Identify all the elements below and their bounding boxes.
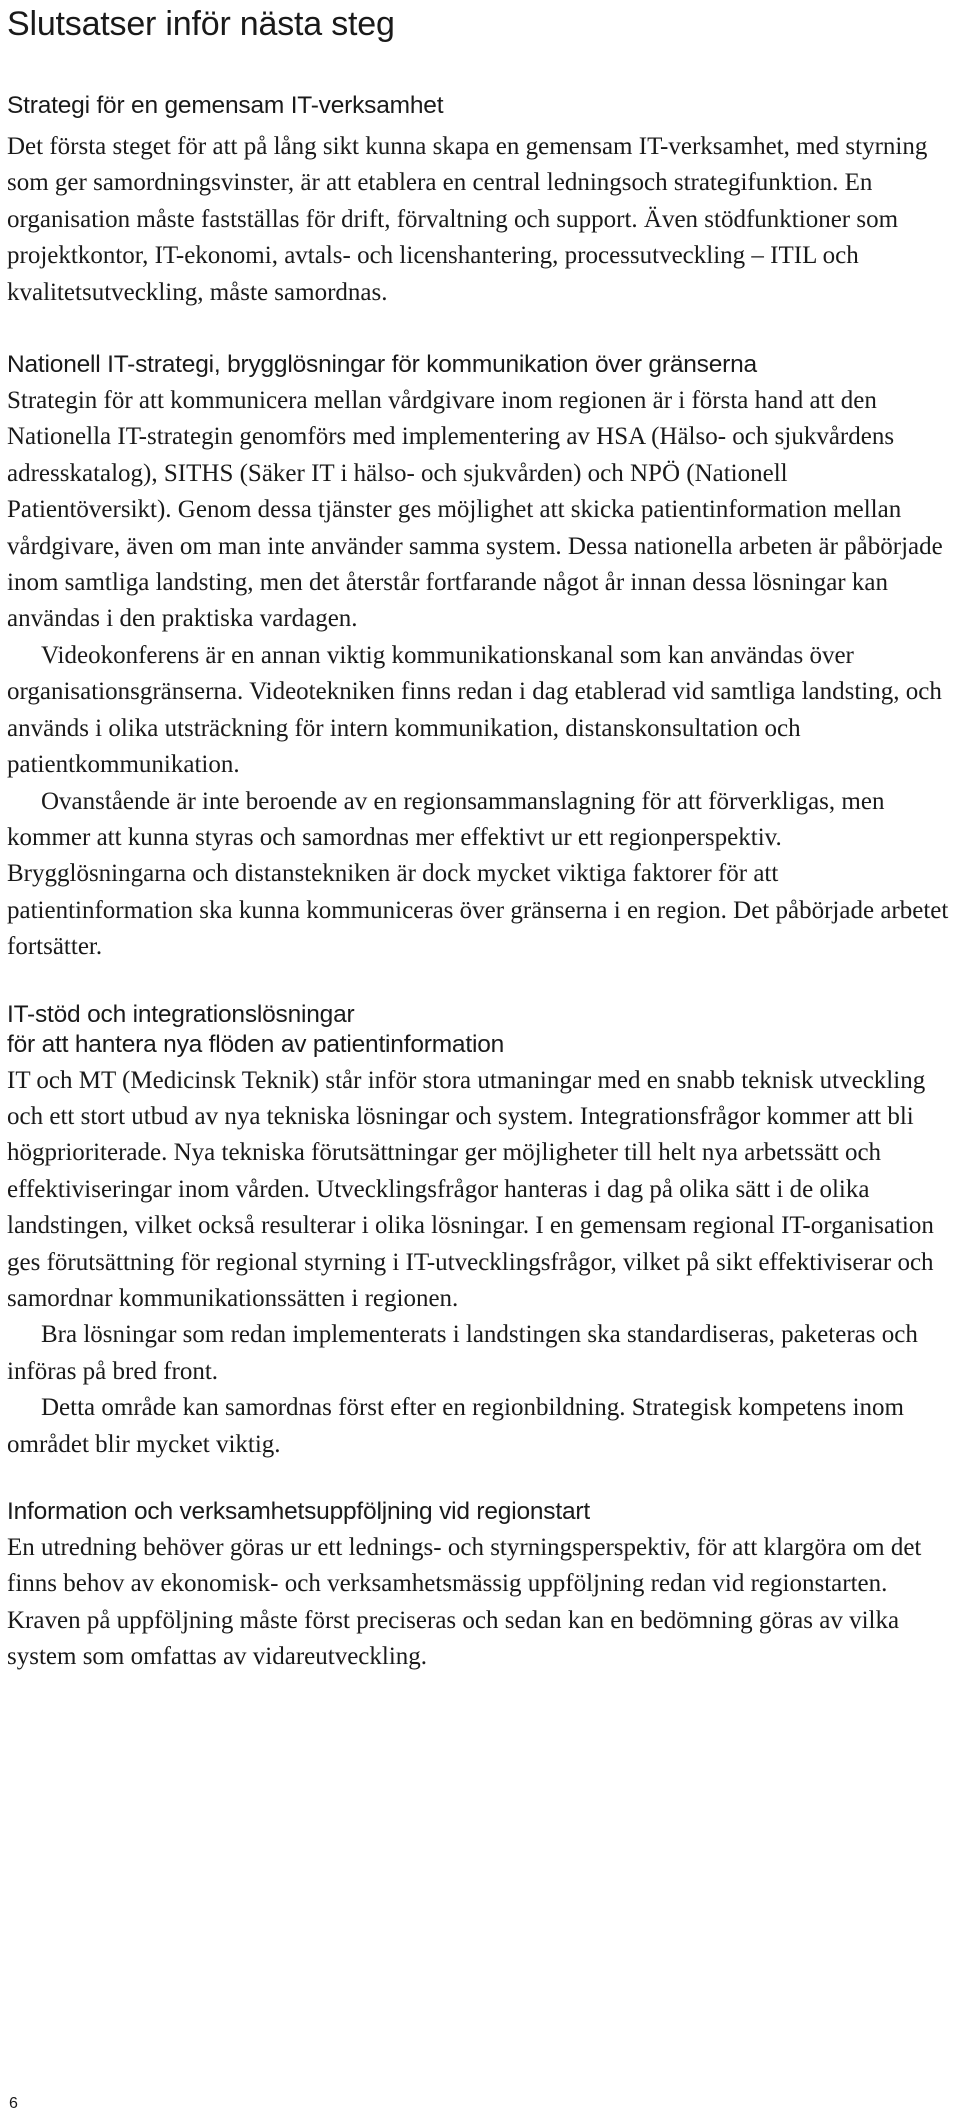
paragraph: Strategin för att kommunicera mellan vårdgivare inom regionen är i första hand att den Nationella IT-strategin genomförs med implementering av HSA (Hälso- och sjukvårdens adresskatalog), SITHS (Säker IT i hälso- och sjukvården) och NPÖ (Nationell Patientöversikt). Genom dessa tjänster ges möjlighet att skicka patientinformation mellan vårdgivare, även om man inte använder samma system. Dessa nationella arbeten är påbörjade inom samtliga landsting, men det återstår fortfarande något år innan dessa lösningar kan användas i den praktiska vardagen. <box>7 387 943 633</box>
section-heading-line: IT-stöd och integrationslösningar <box>7 1000 355 1028</box>
paragraph: Videokonferens är en annan viktig kommunikationskanal som kan användas över organisationsgränserna. Videotekniken finns redan i dag etablerad vid samtliga landsting, och används i olika utsträckning för intern kommunikation, distanskonsultation och patientkommunikation. <box>7 641 942 779</box>
document-page <box>7 0 950 1676</box>
section-information-followup <box>7 1497 950 1676</box>
section-heading: Strategi för en gemensam IT-verksamhet <box>7 92 444 119</box>
paragraph: Bra lösningar som redan implementerats i landstingen ska standardiseras, paketeras och införas på bred front. <box>7 1321 918 1385</box>
section-heading <box>7 1000 950 1060</box>
page-title: Slutsatser inför nästa steg <box>7 5 395 43</box>
section-body <box>7 1063 950 1463</box>
paragraph: Ovanstående är inte beroende av en regionsammanslagning för att förverkligas, men kommer att kunna styras och samordnas mer effektivt ur ett regionperspektiv. Brygglösningarna och distanstekniken är dock mycket viktiga faktorer för att patientinformation ska kunna kommuniceras över gränserna i en region. Det påbörjade arbetet fortsätter. <box>7 787 949 961</box>
section-it-strategy <box>7 91 950 311</box>
page-number: 6 <box>9 2095 18 2112</box>
paragraph: IT och MT (Medicinsk Teknik) står inför stora utmaningar med en snabb teknisk utveckling och ett stort utbud av nya tekniska lösningar och system. Integrationsfrågor kommer att bli högprioriterade. Nya tekniska förutsättningar ger möjligheter till helt nya arbetssätt och effektiviseringar inom vården. Utvecklingsfrågor hanteras i dag på olika sätt i de olika landstingen, vilket också resulterar i olika lösningar. I en gemensam regional IT-organisation ges förutsättning för regional styrning i IT-utvecklingsfrågor, vilket på sikt effektiviserar och samordnar kommunikationssätten i regionen. <box>7 1066 934 1312</box>
section-heading: Nationell IT-strategi, brygglösningar för kommunikation över gränserna <box>7 351 757 379</box>
paragraph: Detta område kan samordnas först efter en regionbildning. Strategisk kompetens inom området blir mycket viktig. <box>7 1394 904 1458</box>
section-national-it-strategy <box>7 350 950 966</box>
section-heading-line: för att hantera nya flöden av patientinformation <box>7 1030 505 1058</box>
section-body <box>7 129 950 311</box>
paragraph: En utredning behöver göras ur ett lednings- och styrningsperspektiv, för att klargöra om det finns behov av ekonomisk- och verksamhetsmässig uppföljning redan vid regionstarten. Kraven på uppföljning måste först preciseras och sedan kan en bedömning göras av vilka system som omfattas av vidareutveckling. <box>7 1534 922 1671</box>
section-it-support-integration <box>7 1000 950 1463</box>
section-body <box>7 383 950 966</box>
section-heading: Information och verksamhetsuppföljning vid regionstart <box>7 1498 590 1525</box>
section-body <box>7 1530 950 1676</box>
paragraph: Det första steget för att på lång sikt kunna skapa en gemensam IT-verksamhet, med styrning som ger samordningsvinster, är att etablera en central ledningsoch strategifunktion. En organisation måste fastställas för drift, förvaltning och support. Även stödfunktioner som projektkontor, IT-ekonomi, avtals- och licenshantering, processutveckling – ITIL och kvalitetsutveckling, måste samordnas. <box>7 133 928 306</box>
